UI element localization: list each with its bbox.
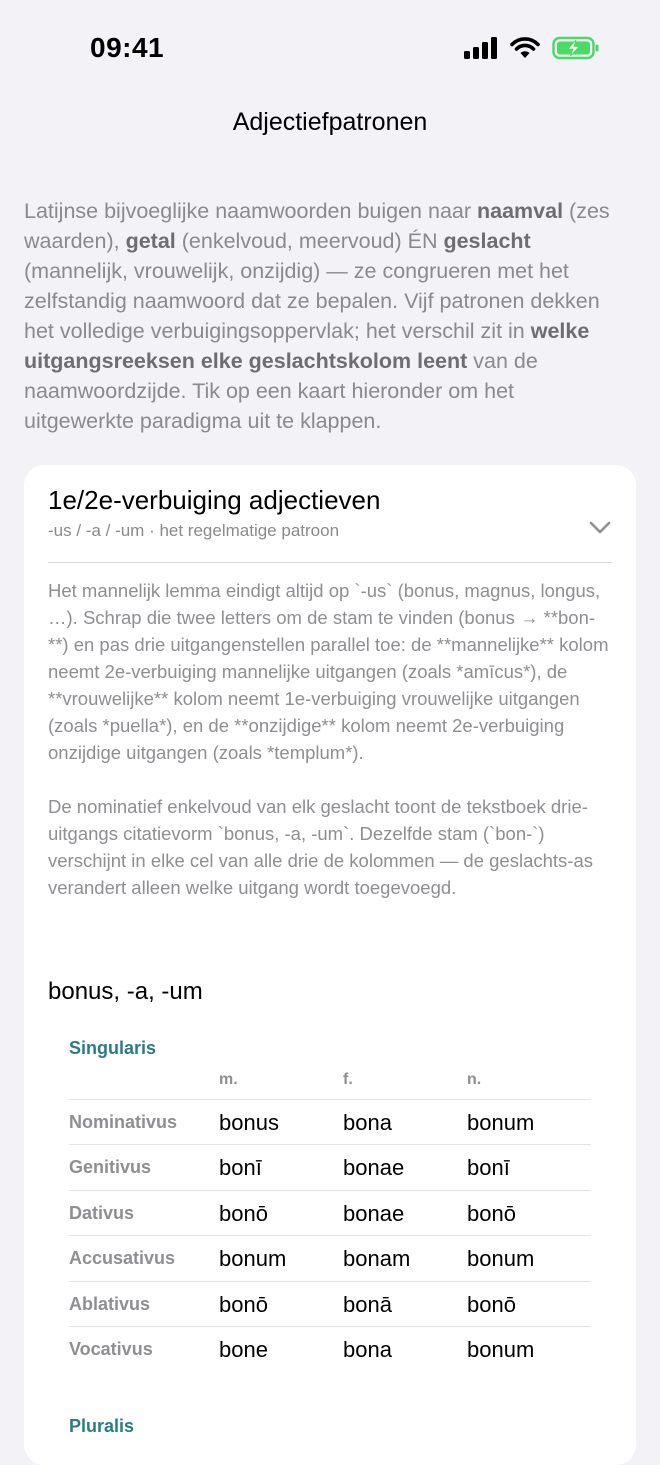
table-row xyxy=(69,1326,591,1372)
intro-text: Latijnse bijvoeglijke naamwoorden buigen naar naamval (zes waarden), getal (enkelvoud, meervoud) ÉN geslacht (mannelijk, vrouwelijk, onzijdig) — ze congrueren met het zelfstandig naamwoord dat ze bepalen. Vijf patronen dekken het volledige verbuigingsoppervlak; het verschil zit in welke uitgangsreeksen elke geslachtskolom leent van de naamwoordzijde. Tik op een kaart hieronder om het uitgewerkte paradigma uit te klappen. xyxy=(24,199,610,433)
table-row xyxy=(69,1144,591,1190)
chevron-down-icon[interactable] xyxy=(588,515,612,539)
card-description xyxy=(48,577,612,901)
paradigm-heading: bonus, -a, -um xyxy=(48,978,203,1005)
table-row xyxy=(69,1190,591,1236)
form-neuter: bonum xyxy=(467,1246,535,1271)
form-feminine: bonam xyxy=(343,1246,411,1271)
cellular-signal-icon xyxy=(464,37,498,59)
status-icons xyxy=(464,36,600,60)
case-label: Nominativus xyxy=(69,1112,178,1132)
page-title: Adjectiefpatronen xyxy=(232,108,428,136)
table-row xyxy=(69,1235,591,1281)
card-header[interactable] xyxy=(48,485,612,563)
case-label: Genitivus xyxy=(69,1157,152,1177)
wifi-icon xyxy=(510,37,540,59)
column-header-masculine: m. xyxy=(219,1071,238,1088)
form-neuter: bonum xyxy=(467,1337,535,1362)
singular-label: Singularis xyxy=(69,1038,157,1058)
form-neuter: bonō xyxy=(467,1201,516,1226)
form-masculine: bonum xyxy=(219,1246,287,1271)
column-header-feminine: f. xyxy=(343,1071,353,1088)
case-label: Vocativus xyxy=(69,1339,153,1359)
battery-charging-icon xyxy=(552,36,600,60)
table-row xyxy=(69,1281,591,1327)
form-masculine: bone xyxy=(219,1337,268,1362)
case-label: Dativus xyxy=(69,1203,135,1223)
description-paragraph-1: Het mannelijk lemma eindigt altijd op `-us` (bonus, magnus, longus, …). Schrap die twee letters om de stam te vinden (bonus → **bon-**) en pas drie uitgangenstellen parallel toe: de **mannelijke** kolom neemt 2e-verbuiging mannelijke uitgangen (zoals *amīcus*), de **vrouwelijke** kolom neemt 1e-verbuiging vrouwelijke uitgangen (zoals *puella*), en de **onzijdige** kolom neemt 2e-verbuiging onzijdige uitgangen (zoals *templum*). xyxy=(48,580,609,763)
pattern-card[interactable] xyxy=(24,465,636,1465)
status-bar xyxy=(0,0,660,96)
table-row xyxy=(69,1099,591,1145)
card-subtitle: -us / -a / -um · het regelmatige patroon xyxy=(48,521,340,540)
form-masculine: bonō xyxy=(219,1292,268,1317)
column-header-neuter: n. xyxy=(467,1071,482,1088)
case-label: Accusativus xyxy=(69,1248,176,1268)
form-masculine: bonō xyxy=(219,1201,268,1226)
form-masculine: bonus xyxy=(219,1110,279,1135)
description-paragraph-2: De nominatief enkelvoud van elk geslacht toont de tekstboek drie-uitgangs citatievorm `bonus, -a, -um`. Dezelfde stam (`bon-`) verschijnt in elke cel van alle drie de kolommen — de geslachts-as verandert alleen welke uitgang wordt toegevoegd. xyxy=(48,796,593,898)
form-feminine: bona xyxy=(343,1110,392,1135)
plural-label: Pluralis xyxy=(69,1416,135,1436)
form-feminine: bona xyxy=(343,1337,392,1362)
status-time: 09:41 xyxy=(90,32,165,63)
form-neuter: bonō xyxy=(467,1292,516,1317)
form-feminine: bonae xyxy=(343,1201,405,1226)
form-feminine: bonae xyxy=(343,1155,405,1180)
form-masculine: bonī xyxy=(219,1155,262,1180)
form-feminine: bonā xyxy=(343,1292,392,1317)
form-neuter: bonum xyxy=(467,1110,535,1135)
form-neuter: bonī xyxy=(467,1155,510,1180)
card-title: 1e/2e-verbuiging adjectieven xyxy=(48,485,381,515)
case-label: Ablativus xyxy=(69,1294,151,1314)
